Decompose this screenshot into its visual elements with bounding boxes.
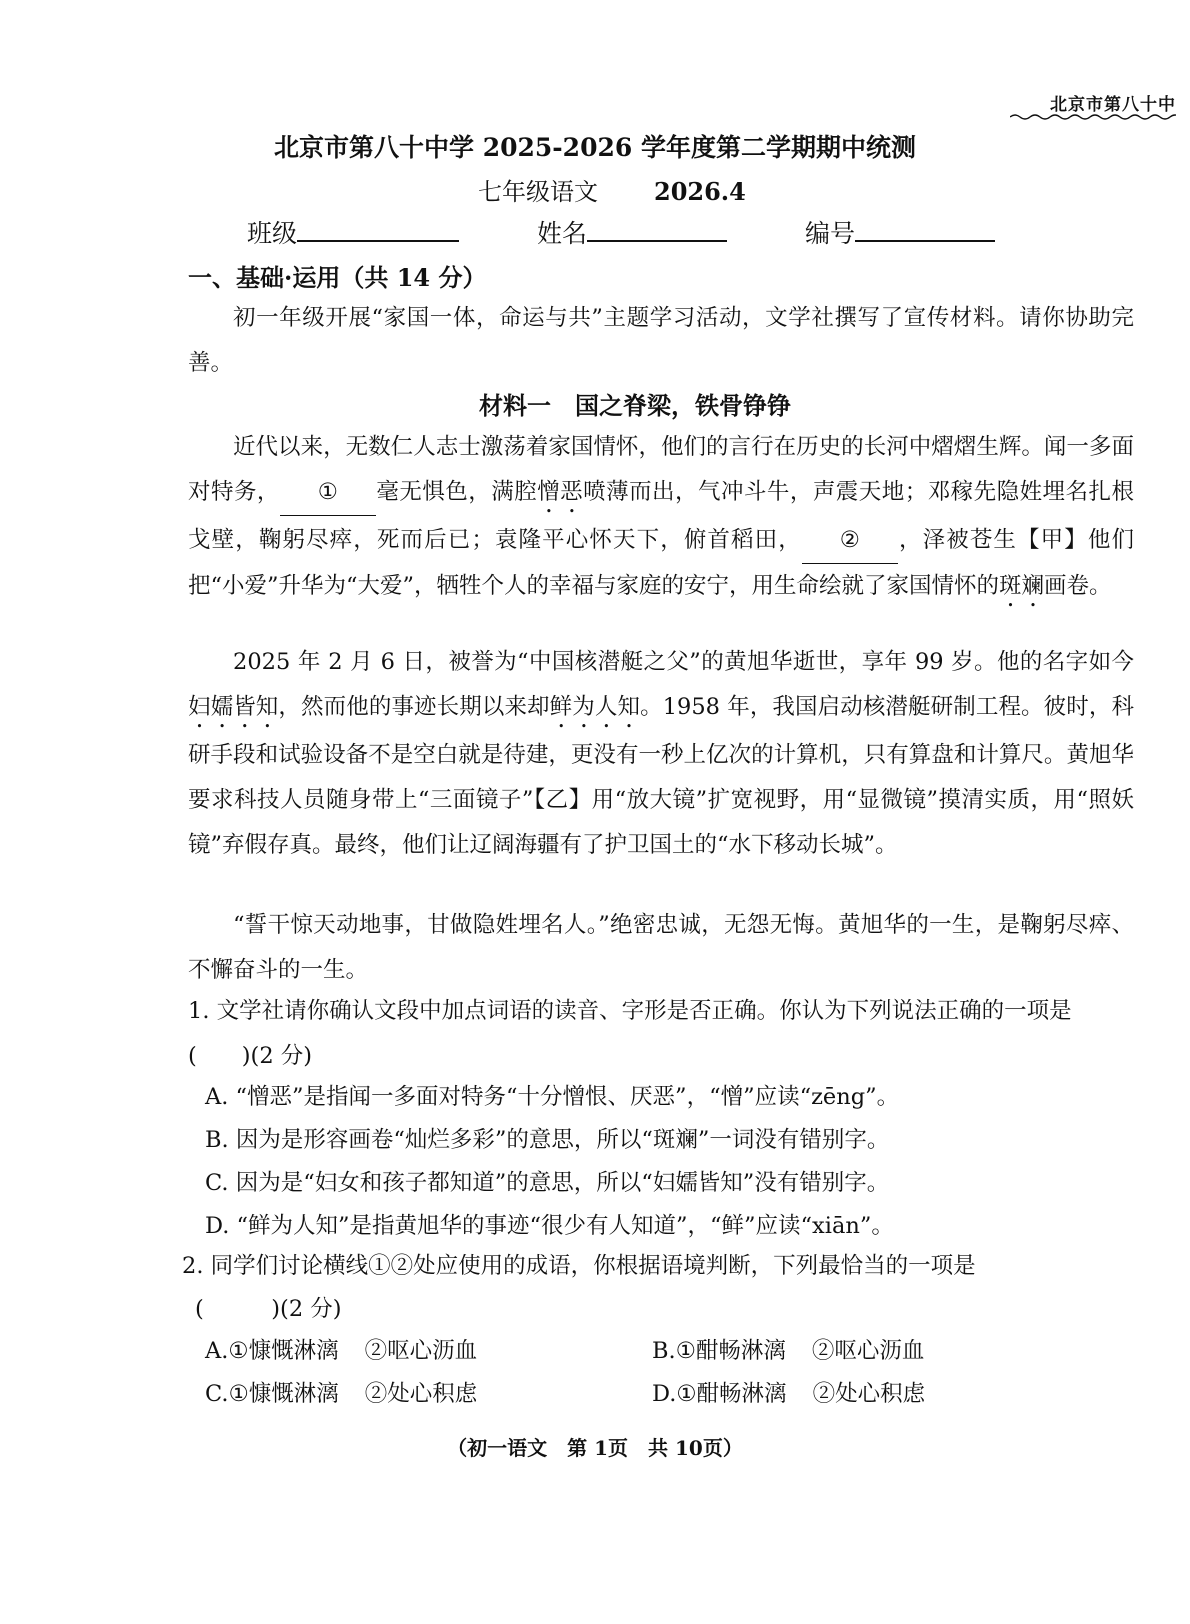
material-paragraph-1: 近代以来，无数仁人志士激荡着家国情怀，他们的言行在历史的长河中熠熠生辉。闻一多面对特务， ① 毫无惧色，满腔憎恶喷薄而出，气冲斗牛，声震天地；邓稼先隐姓埋名扎根戈壁，鞠躬尽瘁，死而后已；袁隆平心怀天下，俯首稻田， ② ，泽被苍生【甲】他们把“小爱”升华为“大爱”，牺牲个人的幸福与家庭的安宁，用生命绘就了家国情怀的斑斓画卷。: [188, 434, 1134, 599]
question-2-option-c[interactable]: C.①慷慨淋漓 ②处心积虑: [205, 1381, 478, 1407]
blank-2[interactable]: ②: [802, 518, 898, 564]
question-2-stem-answer: ( )(2 分): [195, 1296, 342, 1322]
name-label: 姓名: [537, 219, 588, 248]
material-paragraph-2: 2025 年 2 月 6 日，被誉为“中国核潜艇之父”的黄旭华逝世，享年 99 岁。他的名字如今妇嬬皆知，然而他的事迹长期以来却鲜为人知。1958 年，我国启动核潜艇研制工程。彼时，科研手段和试验设备不是空白就是待建，更没有一秒上亿次的计算机，只有算盘和计算尺。黄旭华要求科技人员随身带上“三面镜子”【乙】用“放大镜”扩宽视野，用“显微镜”摸清实质，用“照妖镜”弃假存真。最终，他们让辽阔海疆有了护卫国土的“水下移动长城”。: [188, 649, 1134, 858]
number-label: 编号: [805, 219, 856, 248]
number-blank[interactable]: [855, 220, 995, 242]
stamp-wave-underline: [1010, 113, 1176, 121]
question-1-option-c[interactable]: C. 因为是“妇女和孩子都知道”的意思，所以“妇嬬皆知”没有错别字。: [205, 1170, 890, 1196]
question-2-option-b[interactable]: B.①酣畅淋漓 ②呕心沥血: [652, 1338, 925, 1364]
exam-subtitle: [478, 172, 746, 207]
subject-label: 七年级语文: [478, 178, 598, 206]
dotted-word-banlan: 斑斓: [999, 573, 1045, 599]
question-1-option-d[interactable]: D. “鲜为人知”是指黄旭华的事迹“很少有人知道”，“鲜”应读“xiān”。: [205, 1213, 894, 1239]
blank-1[interactable]: ①: [280, 470, 376, 516]
name-field[interactable]: [537, 214, 727, 250]
material-paragraph-3: “誓干惊天动地事，甘做隐姓埋名人。”绝密忠诚，无怨无悔。黄旭华的一生，是鞠躬尽瘁、不懈奋斗的一生。: [188, 912, 1134, 983]
question-2-option-a[interactable]: A.①慷慨淋漓 ②呕心沥血: [205, 1338, 478, 1364]
page-footer: （初一语文 第 1页 共 10页）: [447, 1436, 743, 1460]
number-field[interactable]: [805, 214, 995, 250]
dotted-word-furu: 妇嬬皆知: [188, 694, 279, 720]
section-heading: 一、基础·运用（共 14 分）: [188, 263, 487, 292]
exam-title: 北京市第八十中学 2025-2026 学年度第二学期期中统测: [274, 133, 916, 162]
question-1-option-a[interactable]: A. “憎恶”是指闻一多面对特务“十分憎恨、厌恶”，“憎”应读“zēng”。: [205, 1084, 900, 1110]
class-field[interactable]: [247, 214, 459, 250]
question-1-option-b[interactable]: B. 因为是形容画卷“灿烂多彩”的意思，所以“斑斓”一词没有错别字。: [205, 1127, 890, 1153]
exam-date: 2026.4: [654, 177, 746, 206]
material-title: 材料一 国之脊梁，铁骨铮铮: [479, 391, 791, 420]
question-2-stem: 2. 同学们讨论横线①②处应使用的成语，你根据语境判断，下列最恰当的一项是: [182, 1253, 976, 1279]
class-blank[interactable]: [297, 220, 459, 242]
question-2-option-d[interactable]: D.①酣畅淋漓 ②处心积虑: [652, 1381, 926, 1407]
section-intro: 初一年级开展“家国一体，命运与共”主题学习活动，文学社撰写了宣传材料。请你协助完善。: [188, 305, 1134, 376]
question-1-stem: 1. 文学社请你确认文段中加点词语的读音、字形是否正确。你认为下列说法正确的一项是( )(2 分): [188, 998, 1072, 1069]
class-label: 班级: [247, 219, 298, 248]
dotted-word-xianwei: 鲜为人知: [549, 694, 641, 720]
school-stamp: 北京市第八十中: [1050, 95, 1176, 115]
name-blank[interactable]: [587, 220, 727, 242]
dotted-word-zenge: 憎恶: [537, 479, 584, 505]
